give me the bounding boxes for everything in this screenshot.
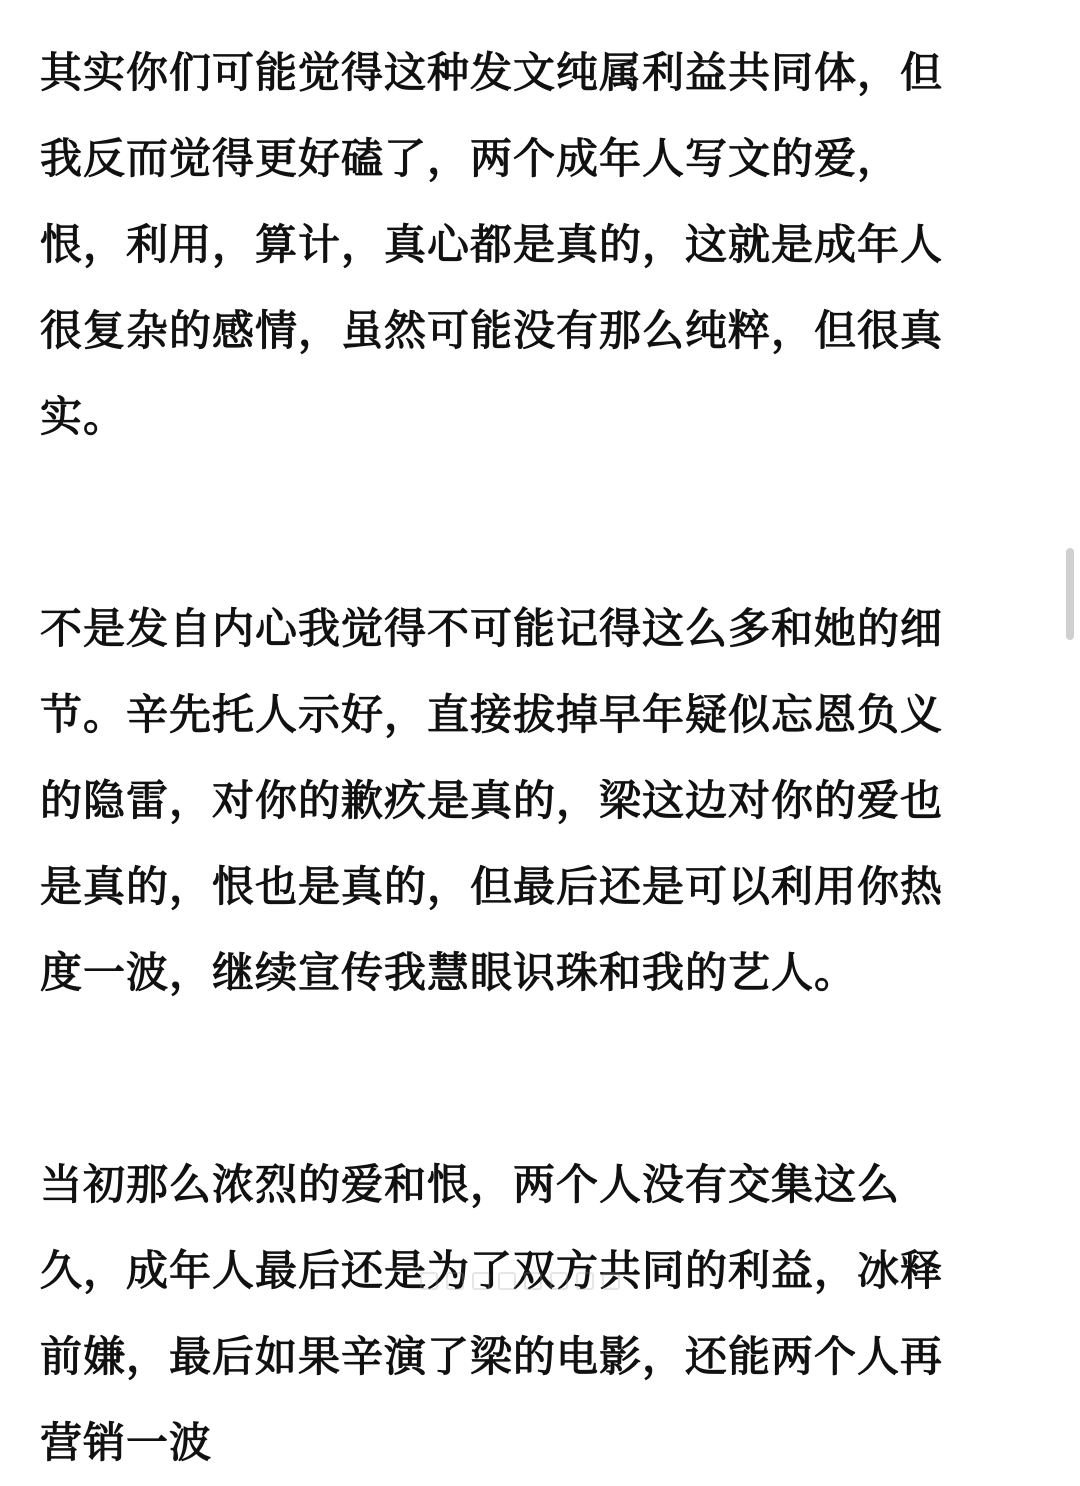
paragraph-spacer (40, 1016, 1015, 1142)
watermark-glyph-icon (576, 1272, 594, 1290)
text-line: 很复杂的感情，虽然可能没有那么纯粹，但很真 (40, 306, 944, 355)
watermark-glyph-icon (472, 1272, 490, 1290)
text-line: 节。辛先托人示好，直接拔掉早年疑似忘恩负义 (40, 690, 944, 739)
vertical-scrollbar[interactable] (1066, 548, 1074, 640)
text-line: 实。 (40, 392, 127, 441)
text-line: 当初那么浓烈的爱和恨，两个人没有交集这么 (40, 1160, 901, 1209)
text-line: 恨，利用，算计，真心都是真的，这就是成年人 (40, 220, 944, 269)
watermark-glyph-icon (550, 1272, 568, 1290)
paragraph-1 (40, 30, 1015, 460)
watermark-logo (420, 1268, 660, 1294)
paragraph-3 (40, 1142, 1015, 1486)
paragraph-2 (40, 586, 1015, 1016)
watermark-glyph-icon (420, 1272, 438, 1290)
text-line: 前嫌，最后如果辛演了梁的电影，还能两个人再 (40, 1332, 944, 1381)
text-line: 不是发自内心我觉得不可能记得这么多和她的细 (40, 604, 944, 653)
text-line: 度一波，继续宣传我慧眼识珠和我的艺人。 (40, 948, 858, 997)
text-line: 久，成年人最后还是为了双方共同的利益，冰释 (40, 1246, 944, 1295)
watermark-glyph-icon (498, 1272, 516, 1290)
text-line: 是真的，恨也是真的，但最后还是可以利用你热 (40, 862, 944, 911)
text-line: 的隐雷，对你的歉疚是真的，梁这边对你的爱也 (40, 776, 944, 825)
watermark-glyph-icon (602, 1272, 620, 1290)
text-line: 营销一波 (40, 1418, 213, 1467)
watermark-glyph-icon (446, 1272, 464, 1290)
text-line: 其实你们可能觉得这种发文纯属利益共同体，但 (40, 48, 944, 97)
text-line: 我反而觉得更好磕了，两个成年人写文的爱， (40, 134, 901, 183)
paragraph-spacer (40, 460, 1015, 586)
watermark-glyph-icon (524, 1272, 542, 1290)
